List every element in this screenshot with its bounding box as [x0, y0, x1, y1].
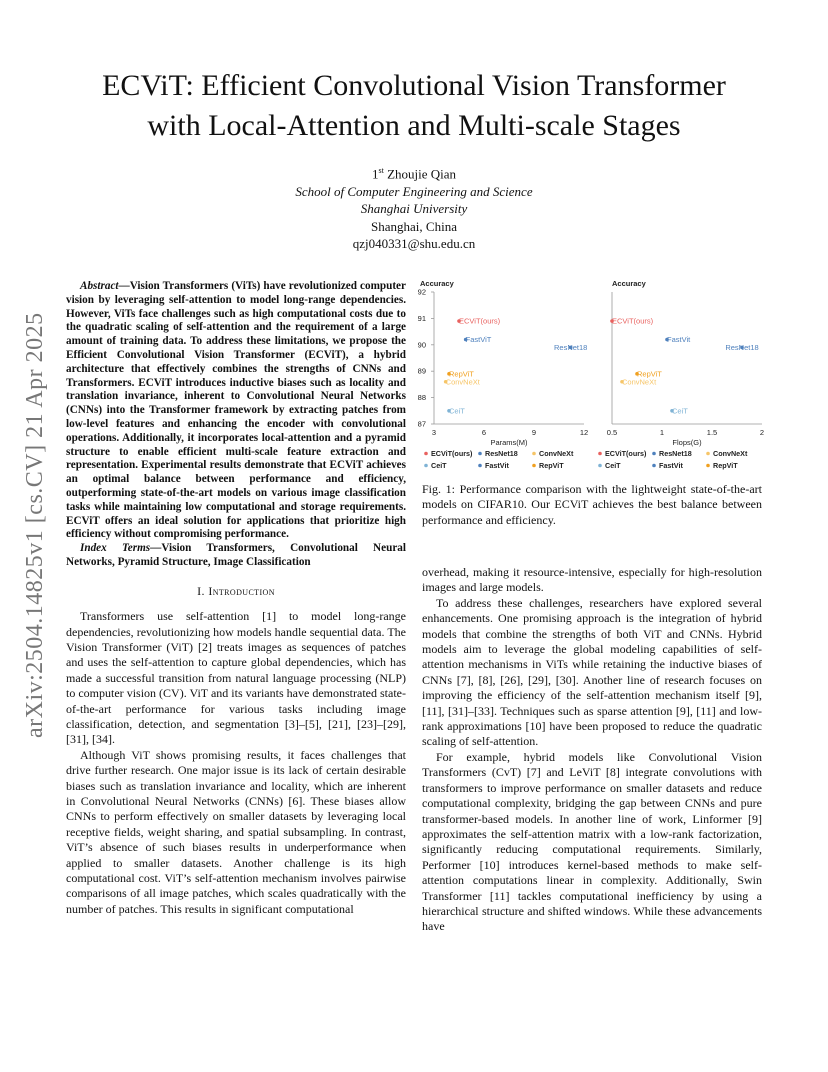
- legend-label: CeiT: [605, 461, 621, 470]
- data-point-label: ECViT(ours): [459, 316, 501, 326]
- data-point-label: CeiT: [449, 406, 465, 416]
- legend-marker: [424, 452, 428, 456]
- figure-caption: Fig. 1: Performance comparison with the lightweight state-of-the-art models on CIFAR10. Our ECViT achieves the best balance between performance and efficiency.: [422, 482, 762, 527]
- paragraph: For example, hybrid models like Convolutional Vision Transformers (CvT) [7] and LeViT [8] integrate convolutions with transformers to improve performance on smaller datasets and reduce computational complexity, bridging the gap between CNNs and pure transformer-based models. In another line of work, Linformer [9] approximates the self-attention matrix with a low-rank factorization, significantly reducing computational requirements. Similarly, Performer [10] introduces kernel-based methods to make self-attention computations linear in complexity. Additionally, Swin Transformer [11] tackles computational inefficiency by using a hierarchical structure and shifted windows. While these advancements have: [422, 749, 762, 934]
- abstract-text: —Vision Transformers (ViTs) have revolutionized computer vision by leveraging self-attention to model long-range dependencies. However, ViTs face challenges such as high computational costs due to the quadratic scaling of self-attention and the requirement of a large amount of training data. To address these limitations, we propose the Efficient Convolutional Vision Transformer (ECViT), a hybrid architecture that effectively combines the strengths of CNNs and Transformers. ECViT introduces inductive biases such as locality and translation invariance, inherent to Convolutional Neural Networks (CNNs) into the Transformer framework by extracting patches from low-level features and enhancing the encoder with convolutional operations. Additionally, it incorporates local-attention and a pyramid structure to enable efficient multi-scale feature extraction and representation. Experimental results demonstrate that ECViT achieves an optimal balance between performance and efficiency, outperforming state-of-the-art models on various image classification tasks while maintaining low computational and storage requirements. ECViT offers an ideal solution for applications that prioritize high efficiency without compromising performance.: [66, 280, 406, 541]
- data-point-label: ResNet18: [553, 342, 588, 352]
- author-university: Shanghai University: [360, 201, 468, 217]
- legend-label: RepViT: [713, 461, 738, 470]
- y-tick-label: 92: [417, 287, 426, 297]
- figure-1-charts: [416, 276, 772, 476]
- x-tick-label: 1: [659, 428, 665, 437]
- x-tick-label: 2: [759, 428, 765, 437]
- data-point-label: RepViT: [449, 369, 474, 379]
- legend-marker: [478, 452, 482, 456]
- legend-label: CeiT: [431, 461, 447, 470]
- title-line-1: ECViT: Efficient Convolutional Vision Transformer: [102, 69, 726, 102]
- figure-1: [416, 276, 772, 476]
- x-tick-label: 0.5: [606, 428, 618, 437]
- data-point-label: ResNet18: [725, 342, 759, 352]
- paper-title: [40, 66, 788, 146]
- index-terms-text: —Vision Transformers, Convolutional Neural Networks, Pyramid Structure, Image Classification: [66, 542, 406, 568]
- y-tick-label: 88: [417, 393, 426, 403]
- y-tick-label: 87: [417, 419, 426, 429]
- index-terms-label: Index Terms: [80, 542, 151, 555]
- data-point-label: ConvNeXt: [445, 377, 480, 387]
- author-email: qzj040331@shu.edu.cn: [352, 236, 476, 252]
- y-axis-label: Accuracy: [420, 279, 454, 288]
- legend-marker: [532, 452, 536, 456]
- author-block: [214, 162, 614, 253]
- legend-label: FastVit: [485, 461, 509, 470]
- legend-marker: [532, 464, 536, 468]
- y-tick-label: 90: [417, 340, 426, 350]
- paragraph: Although ViT shows promising results, it faces challenges that drive further research. One major issue is its lack of certain desirable biases such as translation invariance and locality, which are inherent in Convolutional Neural Networks (CNNs) [6]. These biases allow CNNs to perform effectively on smaller datasets by leveraging local receptive fields, weight sharing, and spatial subsampling. In contrast, ViT’s absence of such biases results in underperformance when applied to smaller datasets. Another challenge is its high computational cost. ViT’s self-attention mechanism involves pairwise comparisons of all image patches, which scales quadratically with the number of patches. This results in significant computational: [66, 747, 406, 916]
- y-tick-label: 89: [417, 366, 426, 376]
- data-point-label: CeiT: [672, 406, 688, 416]
- arxiv-watermark: arXiv:2504.14825v1 [cs.CV] 21 Apr 2025: [22, 312, 48, 738]
- data-point-label: ConvNeXt: [622, 377, 657, 387]
- paragraph: overhead, making it resource-intensive, especially for high-resolution images and large models.: [422, 565, 762, 595]
- legend-label: ECViT(ours): [431, 449, 473, 458]
- legend-marker: [652, 464, 656, 468]
- author-name: [214, 162, 614, 183]
- data-point-label: RepViT: [637, 369, 662, 379]
- legend-label: ResNet18: [659, 449, 692, 458]
- x-axis-label: Params(M): [490, 438, 528, 447]
- author-name-text: Zhoujie Qian: [383, 166, 457, 182]
- x-tick-label: 12: [579, 428, 589, 437]
- x-tick-label: 3: [431, 428, 437, 437]
- x-tick-label: 6: [481, 428, 487, 437]
- legend-marker: [598, 452, 602, 456]
- x-tick-label: 9: [531, 428, 537, 437]
- legend-marker: [478, 464, 482, 468]
- y-tick-label: 91: [417, 313, 426, 323]
- legend-marker: [706, 464, 710, 468]
- paragraph: To address these challenges, researchers have explored several enhancements. One promising approach is the integration of hybrid models that combine the strengths of both ViT and CNNs. Hybrid models aim to leverage the global modeling capabilities of self-attention mechanisms in ViTs while retaining the inductive biases of CNNs [7], [8], [26], [29], [30]. Another line of research focuses on improving the efficiency of the self-attention mechanism itself [9], [11], [31]–[33]. Techniques such as sparse attention [9], [11] and low-rank approximations [10] have been proposed to reduce the quadratic scaling of self-attention.: [422, 595, 762, 749]
- legend-label: ConvNeXt: [539, 449, 574, 458]
- legend-label: FastVit: [659, 461, 683, 470]
- legend-marker: [652, 452, 656, 456]
- abstract: [66, 280, 406, 542]
- legend-label: RepViT: [539, 461, 564, 470]
- data-point-label: FastViT: [465, 335, 492, 345]
- right-column: [422, 565, 762, 935]
- legend-marker: [706, 452, 710, 456]
- data-point-label: ECViT(ours): [612, 316, 654, 326]
- abstract-label: Abstract: [80, 280, 119, 292]
- index-terms: [66, 542, 406, 570]
- author-affiliation: School of Computer Engineering and Science: [295, 183, 533, 199]
- legend-marker: [424, 464, 428, 468]
- y-axis-label: Accuracy: [612, 279, 646, 288]
- data-point-label: FastVit: [667, 335, 691, 345]
- x-axis-label: Flops(G): [672, 438, 702, 447]
- title-line-2: with Local-Attention and Multi-scale Stages: [147, 109, 681, 142]
- legend-label: ResNet18: [485, 449, 518, 458]
- section-number: I.: [197, 583, 209, 598]
- author-sup: st: [378, 166, 384, 175]
- x-tick-label: 1.5: [706, 428, 718, 437]
- author-number: 1: [371, 166, 379, 182]
- legend-marker: [598, 464, 602, 468]
- legend-label: ECViT(ours): [605, 449, 647, 458]
- paragraph: Transformers use self-attention [1] to model long-range dependencies, revolutionizing how models handle sequential data. The Vision Transformer (ViT) [2] treats images as sequences of patches and uses the self-attention to capture global dependencies, which has made a successful transition from natural language processing (NLP) to computer vision (CV). ViT and its variants have demonstrated state-of-the-art performance for various tasks including image classification, detection, and segmentation [3]–[5], [21], [23]–[29], [31], [34].: [66, 609, 406, 747]
- section-title: Introduction: [208, 583, 275, 598]
- author-city: Shanghai, China: [371, 218, 457, 234]
- legend-label: ConvNeXt: [713, 449, 748, 458]
- left-column: [66, 280, 406, 917]
- section-heading: [66, 584, 406, 599]
